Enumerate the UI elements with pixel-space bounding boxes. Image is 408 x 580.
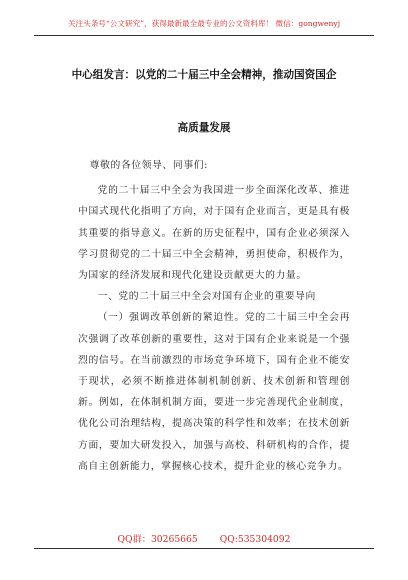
document-title-line-2: 高质量发展 xyxy=(177,122,231,134)
footer-divider xyxy=(34,548,374,549)
footer-qq-group: QQ群：30265665 xyxy=(117,534,198,545)
paragraph-reform-innovation: （一）强调改革创新的紧迫性。党的二十届三中全会再次强调了改革创新的重要性，这对于国有企业来说是一个强烈的信号。在当前激烈的市场竞争环境下，国有企业不能安于现状，必须不断推进体制机制创新、技术创新和管理创新。例如，在体制机制方面，要进一步完善现代企业制度，优化公司治理结构，提高决策的科学性和效率；在技术创新方面，要加大研发投入，加强与高校、科研机构的合作，提高自主创新能力，掌握核心技术，提升企业的核心竞争力。 xyxy=(78,312,350,472)
paragraph-intro: 党的二十届三中全会为我国进一步全面深化改革、推进中国式现代化指明了方向，对于国有企业而言，更是具有极其重要的指导意义。在新的历史征程中，国有企业必须深入学习贯彻党的二十届三中全会精神，勇担使命，积极作为，为国家的经济发展和现代化建设贡献更大的力量。 xyxy=(78,185,350,282)
section-heading: 一、党的二十届三中全会对国有企业的重要导向 xyxy=(97,291,316,303)
footer-qq-number: QQ:535304092 xyxy=(219,534,291,545)
document-body xyxy=(78,155,350,477)
page-footer xyxy=(0,531,408,545)
salutation: 尊敬的各位领导、同事们: xyxy=(89,160,209,171)
page-header: 关注头条号“公文研究”，获得最新最全最专业的公文资料库！ 微信：gongwenyj xyxy=(34,18,374,36)
document-title-line-1: 中心组发言：以党的二十届三中全会精神，推动国资国企 xyxy=(71,69,337,81)
